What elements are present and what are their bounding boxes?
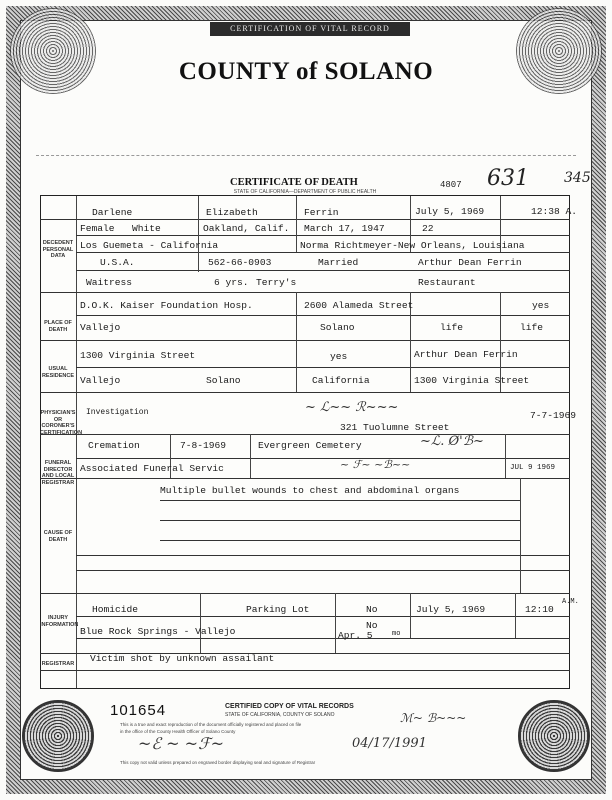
state-file-number: 4807 — [440, 180, 462, 190]
fine-print-2: in the office of the County Health Officer of Solano County — [120, 729, 236, 734]
col-line — [250, 434, 251, 478]
col-line — [515, 593, 516, 638]
length-in-county: life — [440, 322, 464, 333]
coroner-address: 321 Tuolumne Street — [340, 422, 450, 433]
section-decedent: DECEDENT PERSONAL DATA — [42, 240, 74, 259]
funeral-director: Associated Funeral Servic — [80, 463, 224, 474]
row-line — [40, 670, 570, 671]
date-signed: 7-7-1969 — [530, 410, 577, 421]
death-county: Solano — [320, 322, 355, 333]
section-cause: CAUSE OF DEATH — [43, 530, 73, 543]
sex: Female — [80, 223, 115, 234]
row-line — [76, 458, 570, 459]
row-line — [40, 593, 570, 594]
cause-line — [160, 540, 520, 541]
cause-line — [160, 520, 520, 521]
row-line — [76, 570, 570, 571]
registrar-footer-signature: ℳ~ ℬ~~~ — [400, 711, 467, 725]
section-physician: PHYSICIAN'S OR CORONER'S CERTIFICATION — [40, 410, 83, 436]
approx-unit: mo — [392, 630, 401, 638]
mother-name: Norma Richtmeyer-New Orleans, Louisiana — [300, 240, 525, 251]
row-line — [76, 315, 570, 316]
row-line — [76, 638, 570, 639]
social-security: 562-66-0903 — [208, 257, 272, 268]
row-line — [76, 555, 570, 556]
employer: Terry's — [256, 277, 297, 288]
residence-inside-city: yes — [330, 351, 348, 362]
certified-copy-subtitle: STATE OF CALIFORNIA, COUNTY OF SOLANO — [225, 712, 335, 718]
immediate-cause: Multiple bullet wounds to chest and abdominal organs — [160, 485, 460, 496]
section-funeral: FUNERAL DIRECTOR AND LOCAL REGISTRAR — [41, 460, 75, 486]
row-line — [76, 367, 570, 368]
investigation: Investigation — [86, 408, 149, 417]
injury-description: Victim shot by unknown assailant — [90, 653, 275, 664]
section-injury: INJURY INFORMATION — [40, 615, 79, 628]
banner: CERTIFICATION OF VITAL RECORD — [210, 22, 410, 36]
row-line — [40, 340, 570, 341]
residence-county: Solano — [206, 375, 241, 386]
col-line — [296, 196, 297, 252]
coroner-signature: ~ ℒ~~ ℛ~~~ — [305, 400, 399, 415]
informant-address: 1300 Virginia Street — [414, 375, 530, 386]
cemetery: Evergreen Cemetery — [258, 440, 362, 451]
certified-copy-title: CERTIFIED COPY OF VITAL RECORDS — [225, 703, 354, 710]
years-in-occupation: 6 yrs. — [214, 277, 249, 288]
col-line — [198, 196, 199, 272]
col-line — [200, 593, 201, 653]
certificate-number: 101654 — [110, 702, 167, 719]
registrar-date: JUL 9 1969 — [510, 464, 556, 472]
father-birthplace: Los Guemeta - California — [80, 240, 219, 251]
first-name: Darlene — [92, 207, 133, 218]
injury-at-work: No — [366, 604, 378, 615]
injury-type: Homicide — [92, 604, 139, 615]
col-line — [520, 478, 521, 593]
health-officer-signature: ~ℰ ~ ~ℱ~ — [138, 734, 225, 753]
row-line — [76, 616, 570, 617]
row-line — [40, 392, 570, 393]
age: 22 — [422, 223, 434, 234]
row-line — [76, 235, 570, 236]
row-line — [76, 252, 570, 253]
row-line — [40, 292, 570, 293]
fine-print-3: This copy not valid unless prepared on engraved border displaying seal and signature of Registrar — [120, 760, 316, 765]
hour-of-death: 12:38 A. — [531, 206, 578, 217]
injury-location: Blue Rock Springs - Vallejo — [80, 626, 236, 637]
spouse-name: Arthur Dean Ferrin — [418, 257, 522, 268]
section-registrar: REGISTRAR — [41, 661, 75, 667]
length-in-state: life — [520, 322, 544, 333]
row-line — [76, 270, 570, 271]
autopsy: No — [366, 620, 378, 631]
marital-status: Married — [318, 257, 359, 268]
local-number-handwritten-2: 345 — [564, 170, 591, 186]
injury-hour-suffix: A.M. — [562, 598, 579, 606]
state-seal-left — [22, 700, 94, 772]
inside-city-limits: yes — [532, 300, 550, 311]
citizen-of: U.S.A. — [100, 257, 135, 268]
section-place: PLACE OF DEATH — [44, 320, 72, 333]
hospital: D.O.K. Kaiser Foundation Hosp. — [80, 300, 253, 311]
row-line — [40, 219, 570, 220]
residence-street: 1300 Virginia Street — [80, 350, 196, 361]
birthplace: Oakland, Calif. — [203, 223, 290, 234]
last-name: Ferrin — [304, 207, 339, 218]
county-seal-right — [518, 700, 590, 772]
col-line — [410, 593, 411, 638]
death-street: 2600 Alameda Street — [304, 300, 414, 311]
col-line — [296, 292, 297, 392]
disposition: Cremation — [88, 440, 140, 451]
row-line — [40, 478, 570, 479]
injury-place: Parking Lot — [246, 604, 310, 615]
industry: Restaurant — [418, 277, 476, 288]
occupation: Waitress — [86, 277, 133, 288]
county-title: COUNTY of SOLANO — [178, 58, 434, 85]
residence-state: California — [312, 375, 370, 386]
row-line — [40, 434, 570, 435]
informant-name: Arthur Dean Ferrin — [414, 349, 518, 360]
section-usual: USUAL RESIDENCE — [41, 366, 75, 379]
residence-city: Vallejo — [80, 375, 121, 386]
registrar-signature: ~ℒ. Ø'ℬ~ — [420, 434, 484, 449]
fine-print-1: This is a true and exact reproduction of the document officially registered and placed on file — [120, 722, 302, 727]
cause-line — [160, 500, 520, 501]
certificate-subtitle: STATE OF CALIFORNIA—DEPARTMENT OF PUBLIC HEALTH — [233, 189, 377, 195]
middle-name: Elizabeth — [206, 207, 258, 218]
birth-date: March 17, 1947 — [304, 223, 385, 234]
race: White — [132, 223, 161, 234]
death-city: Vallejo — [80, 322, 121, 333]
injury-hour: 12:10 — [525, 604, 554, 615]
col-line — [505, 434, 506, 478]
injury-date: July 5, 1969 — [416, 604, 486, 615]
embalmer-signature: ~ ℱ~ ~ℬ~~ — [340, 458, 411, 471]
col-line — [335, 593, 336, 653]
local-number-handwritten: 631 — [487, 166, 529, 191]
date-issued: 04/17/1991 — [352, 736, 427, 751]
divider — [36, 155, 576, 156]
certificate-title: CERTIFICATE OF DEATH — [230, 177, 358, 188]
date-of-death: July 5, 1969 — [415, 206, 485, 217]
approx-interval: Apr. 5 — [338, 630, 373, 641]
disposition-date: 7-8-1969 — [180, 440, 227, 451]
